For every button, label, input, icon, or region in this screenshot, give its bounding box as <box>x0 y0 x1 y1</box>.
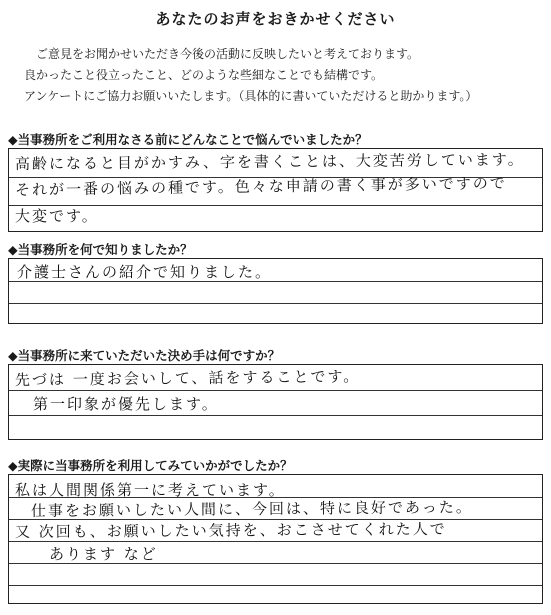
handwritten-answer: それが一番の悩みの種です。色々な申請の書く事が多いですので <box>14 174 507 199</box>
handwritten-answer: 介護士さんの紹介で知りました。 <box>17 263 273 281</box>
intro-line: アンケートにご協力お願いいたします。（具体的に書いていただけると助かります。） <box>24 89 478 103</box>
answer-box-4 <box>8 474 543 604</box>
question-4: ◆実際に当事務所を利用してみていかがでしたか？ <box>8 458 293 473</box>
handwritten-answer: 又 次回も、お願いしたい気持を、おこさせてくれた人で <box>14 519 447 541</box>
question-2: ◆当事務所を何で知りましたか？ <box>8 242 193 257</box>
answer-box-1 <box>8 148 543 232</box>
handwritten-answer: 私は人間関係第一に考えています。 <box>15 481 286 499</box>
answer-rule <box>9 415 542 416</box>
intro-text <box>24 44 544 107</box>
handwritten-answer: あります など <box>49 545 158 563</box>
handwritten-answer: 高齢になると目がかすみ、字を書くことは、大変苦労しています。 <box>14 150 525 173</box>
question-1: ◆当事務所をご利用なさる前にどんなことで悩んでいましたか？ <box>8 132 368 147</box>
answer-rule <box>9 303 542 304</box>
handwritten-answer: 仕事をお願いしたい人間に、今回は、特に良好であった。 <box>30 498 473 520</box>
intro-line: ご意見をお聞かせいただき今後の活動に反映したいと考えております。 <box>36 47 420 61</box>
handwritten-answer: 先づは 一度お会いして、話をすることです。 <box>14 367 361 389</box>
intro-line: 良かったこと役立ったこと、どのような些細なことでも結構です。 <box>24 68 384 82</box>
answer-box-2 <box>8 258 543 324</box>
handwritten-answer: 第一印象が優先します。 <box>33 395 219 413</box>
question-3: ◆当事務所に来ていただいた決め手は何ですか？ <box>8 348 281 363</box>
answer-box-3 <box>8 364 543 440</box>
page-title: あなたのお声をおきかせください <box>155 10 396 28</box>
answer-rule <box>9 585 542 586</box>
answer-rule <box>9 390 542 391</box>
handwritten-answer: 大変です。 <box>15 207 99 225</box>
